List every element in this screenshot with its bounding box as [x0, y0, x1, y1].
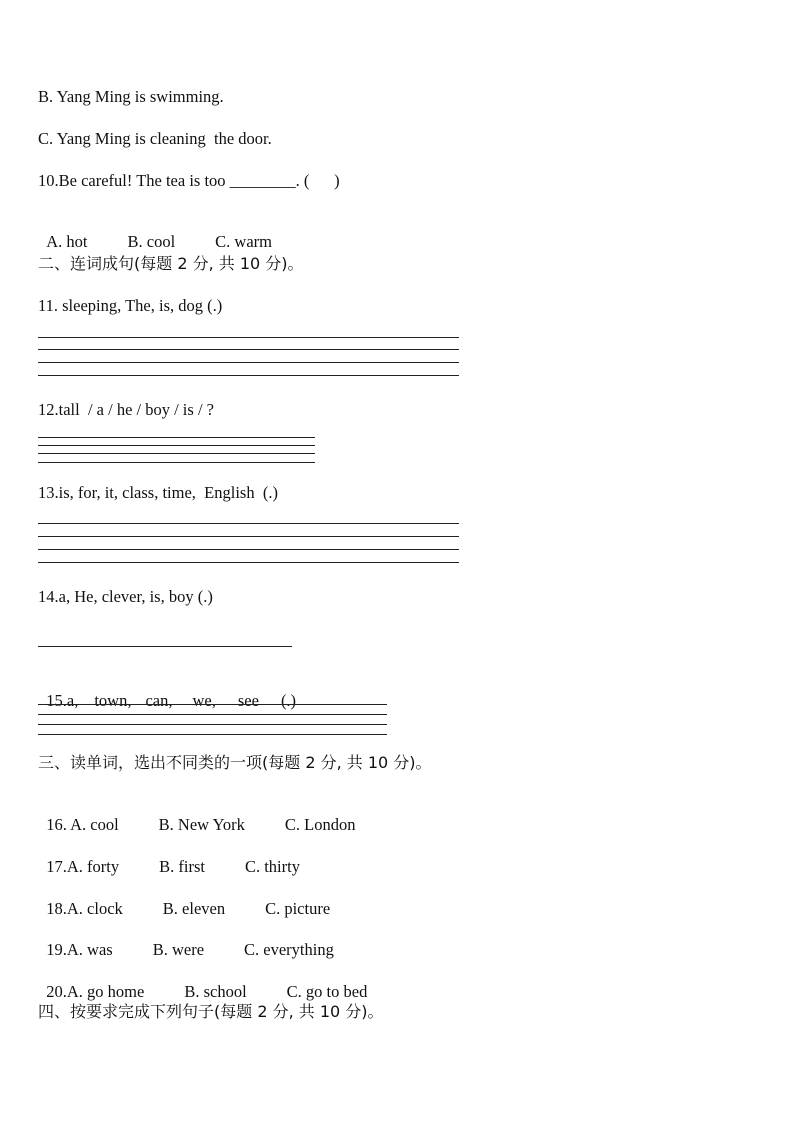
option: C. London [284, 815, 356, 834]
q17-options [38, 837, 300, 877]
q9-option-b: B. Yang Ming is swimming. [38, 87, 224, 106]
answer-line [38, 724, 387, 725]
answer-line [38, 646, 292, 647]
answer-line [38, 462, 315, 463]
answer-line [38, 562, 459, 563]
q15-word: 15.a, [46, 691, 79, 710]
q9-option-c: C. Yang Ming is cleaning the door. [38, 129, 272, 148]
q15-word: we, [192, 691, 216, 710]
answer-line [38, 549, 459, 550]
option: 19.A. was [46, 940, 113, 959]
answer-line [38, 523, 459, 524]
q10-option-a: A. hot [46, 232, 88, 251]
q10-stem: 10.Be careful! The tea is too ________. ( ) [38, 171, 340, 190]
option: C. everything [244, 940, 334, 959]
answer-line [38, 704, 387, 705]
q15-word: see [237, 691, 259, 710]
q10-options [38, 212, 272, 252]
option: B. were [152, 940, 205, 959]
section2-heading: 二、连词成句(每题 2 分, 共 10 分)。 [38, 254, 304, 273]
option: 17.A. forty [46, 857, 120, 876]
answer-line [38, 536, 459, 537]
q10-option-c: C. warm [215, 232, 272, 251]
option: C. picture [265, 899, 331, 918]
answer-line [38, 337, 459, 338]
q15-word: town, [94, 691, 132, 710]
option: B. school [184, 982, 247, 1001]
answer-line [38, 714, 387, 715]
q18-options [38, 879, 330, 919]
q13-prompt: 13.is, for, it, class, time, English (.) [38, 483, 278, 502]
answer-line [38, 445, 315, 446]
option: 16. A. cool [46, 815, 119, 834]
q10-option-b: B. cool [127, 232, 176, 251]
option: 20.A. go home [46, 982, 145, 1001]
option: B. eleven [162, 899, 226, 918]
q20-options [38, 962, 367, 1002]
option: C. go to bed [286, 982, 368, 1001]
answer-line [38, 734, 387, 735]
answer-line [38, 375, 459, 376]
answer-line [38, 349, 459, 350]
option: B. New York [158, 815, 245, 834]
q16-options [38, 795, 355, 835]
option: 18.A. clock [46, 899, 123, 918]
answer-line [38, 362, 459, 363]
section3-heading: 三、读单词，选出不同类的一项(每题 2 分, 共 10 分)。 [38, 753, 432, 772]
q12-prompt: 12.tall / a / he / boy / is / ? [38, 400, 214, 419]
option: B. first [159, 857, 205, 876]
section4-heading: 四、按要求完成下列句子(每题 2 分, 共 10 分)。 [38, 1002, 384, 1021]
answer-line [38, 453, 315, 454]
answer-line [38, 437, 315, 438]
q15-word: can, [145, 691, 173, 710]
q11-prompt: 11. sleeping, The, is, dog (.) [38, 296, 223, 315]
q14-prompt: 14.a, He, clever, is, boy (.) [38, 587, 213, 606]
q15-prompt [38, 671, 296, 711]
q15-word: (.) [280, 691, 297, 710]
q19-options [38, 920, 334, 960]
option: C. thirty [244, 857, 300, 876]
